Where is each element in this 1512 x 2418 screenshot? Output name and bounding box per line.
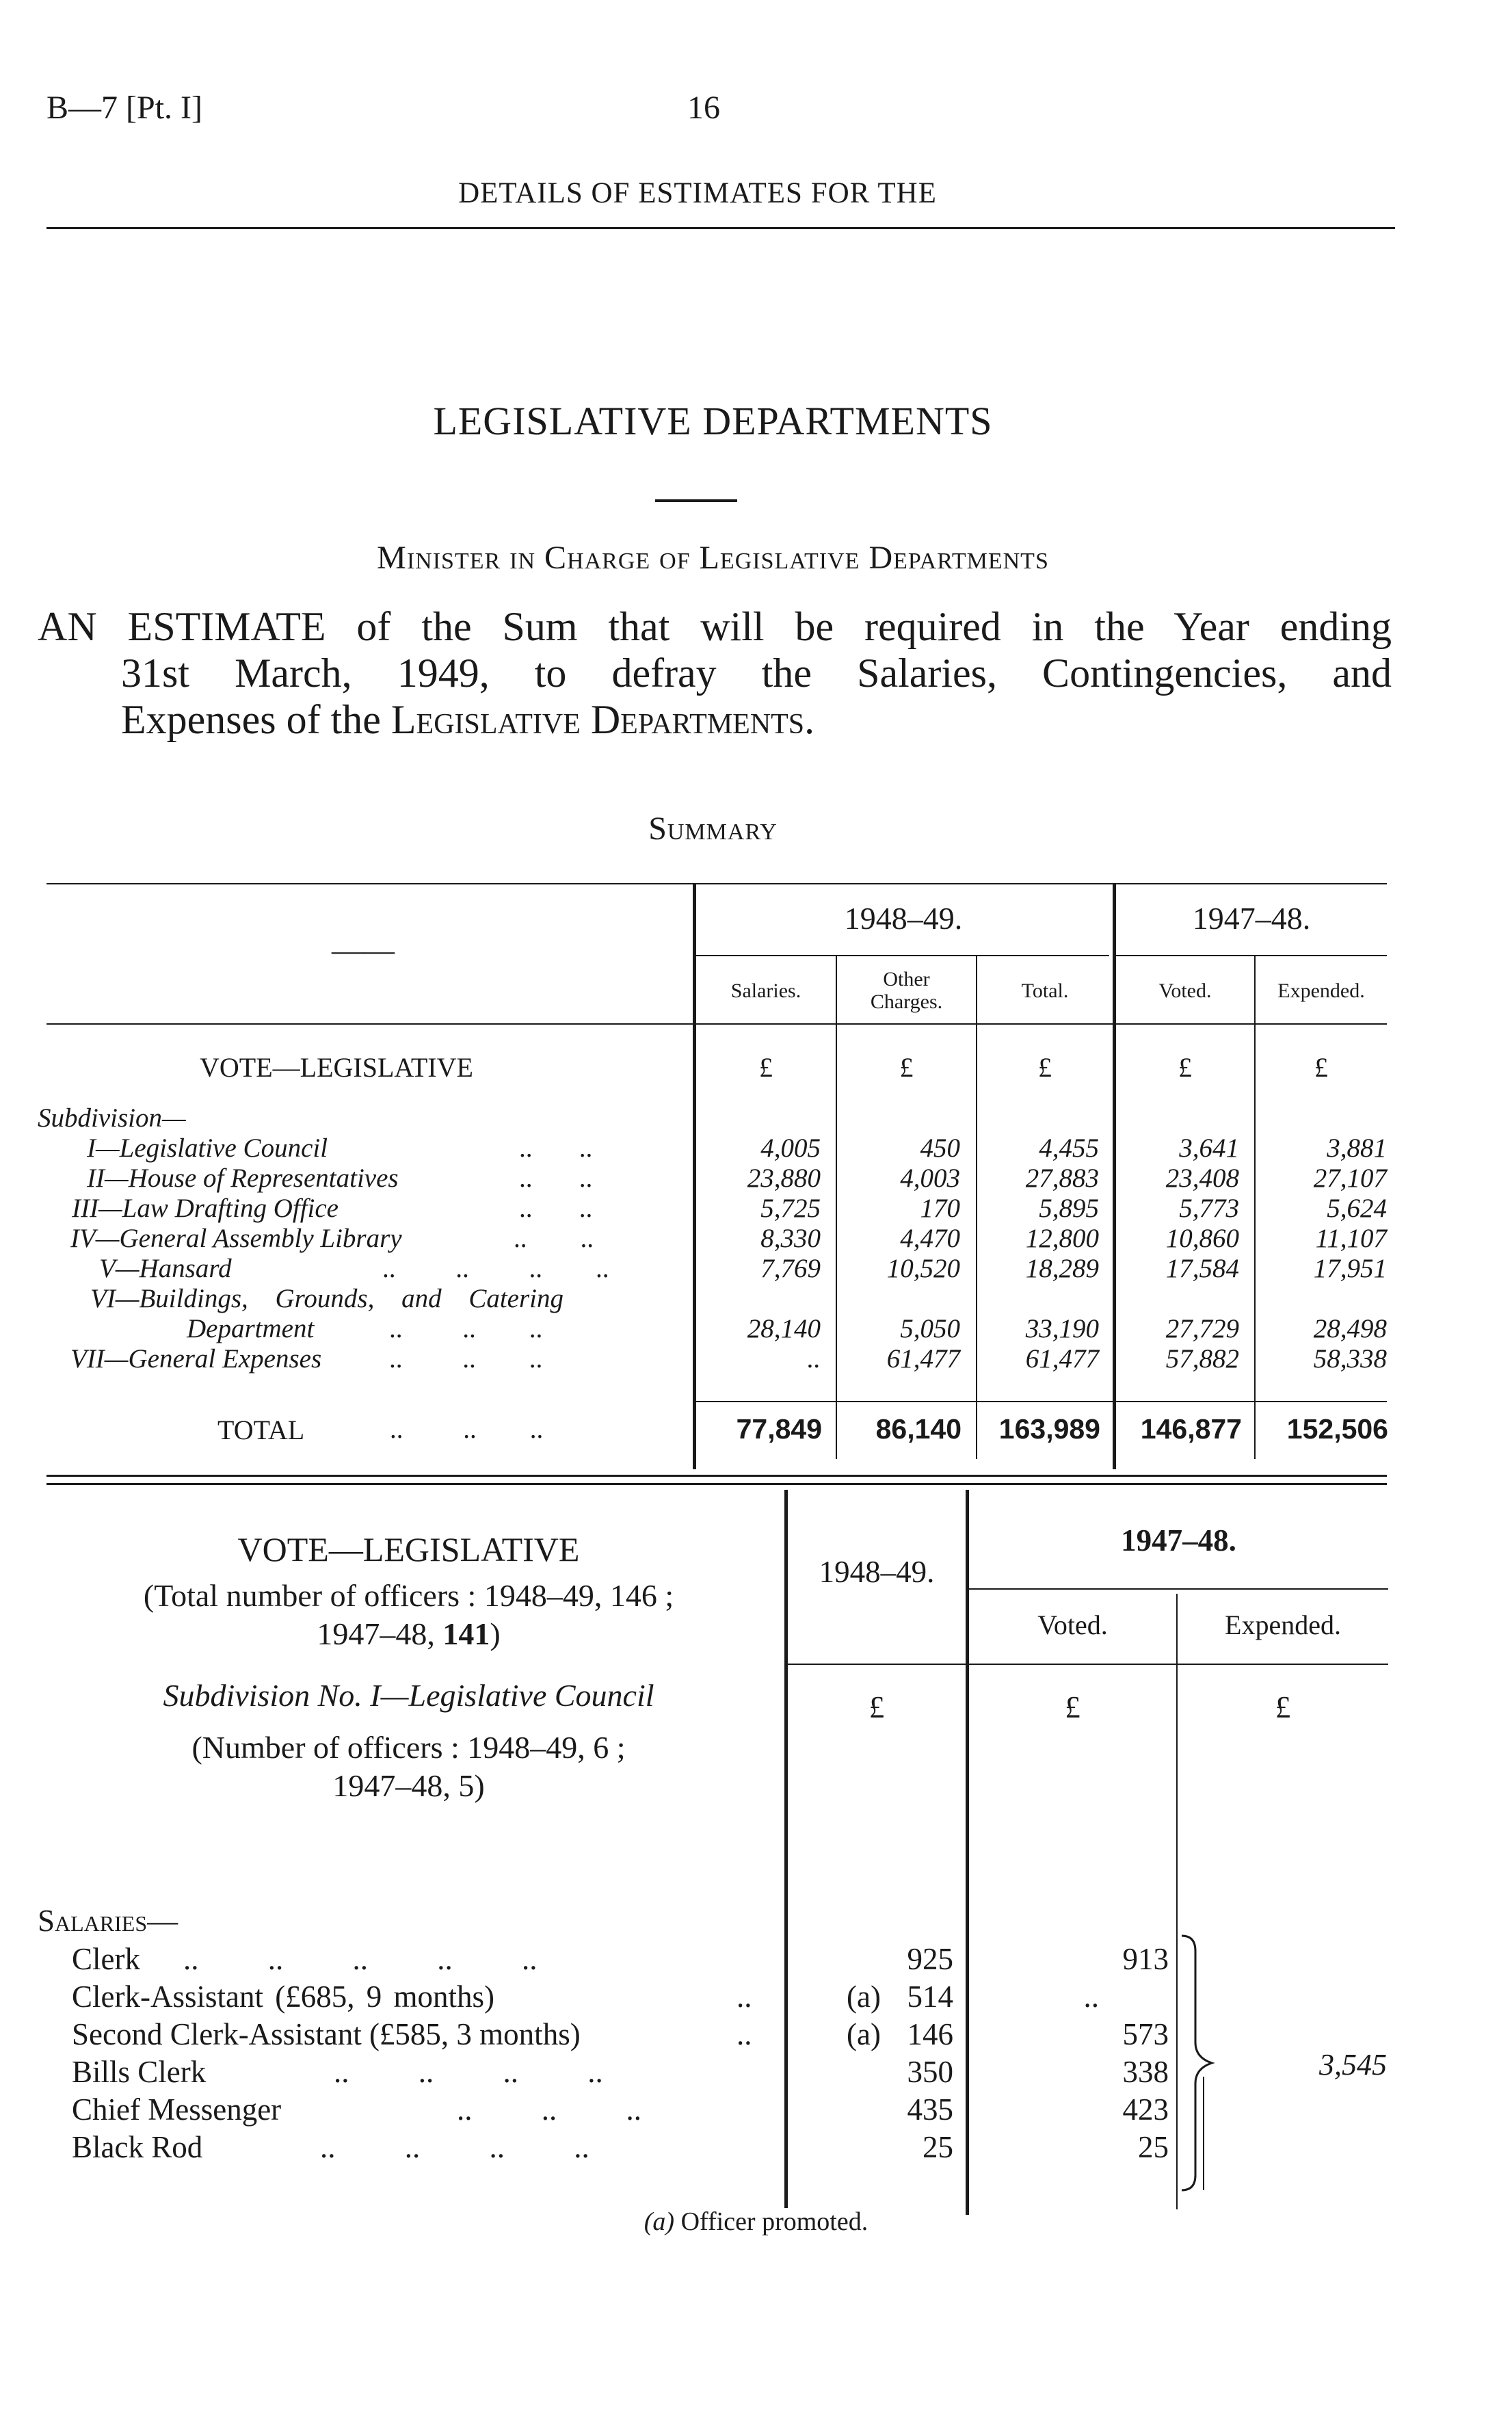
row-other: 10,520 — [886, 1254, 960, 1283]
row-voted: 10,860 — [1165, 1224, 1239, 1253]
summary-top-rule — [47, 883, 1387, 884]
row-other: 5,050 — [900, 1314, 960, 1343]
col-group-1947: 1947–48. — [1192, 901, 1311, 936]
salary-label: Clerk — [72, 1942, 140, 1976]
footnote — [0, 2207, 1512, 2237]
total-label: TOTAL — [217, 1415, 305, 1445]
row-voted: 23,408 — [1165, 1164, 1239, 1193]
row-other: 61,477 — [886, 1344, 960, 1374]
detail-sub-officers-line-2: 1947–48, 5) — [332, 1768, 485, 1803]
col-total: Total. — [1021, 980, 1069, 1002]
row-total: 5,895 — [1039, 1194, 1099, 1223]
row-leader-dots: .. .. .. .. — [383, 1254, 610, 1283]
total-salaries: 77,849 — [736, 1413, 822, 1445]
salary-1948: 350 — [907, 2055, 953, 2089]
estimate-line-2: 31st March, 1949, to defray the Salaries, Contingencies, and — [121, 651, 1392, 696]
salary-leader-dots: .. — [737, 2017, 752, 2051]
row-expended: 11,107 — [1315, 1224, 1387, 1253]
row-other: 170 — [920, 1194, 960, 1223]
row-total: 4,455 — [1039, 1133, 1099, 1163]
row-label-line-1: VI—Buildings, Grounds, and Catering — [90, 1284, 563, 1313]
salary-voted: .. — [1083, 1980, 1099, 2014]
col-group-1948: 1948–49. — [844, 901, 963, 936]
row-expended: 28,498 — [1313, 1314, 1387, 1343]
summary-bottom-rule-1 — [47, 1475, 1387, 1477]
salary-1948: 435 — [907, 2092, 953, 2127]
summary-group-rule-2 — [1115, 955, 1387, 956]
row-salaries: 7,769 — [760, 1254, 821, 1283]
col-expended: Expended. — [1277, 980, 1365, 1002]
salary-prefix: (a) — [847, 1980, 881, 2014]
row-label: II—House of Representatives — [87, 1164, 399, 1193]
row-label: IV—General Assembly Library — [70, 1224, 402, 1253]
detail-vrule-1 — [784, 1490, 788, 2208]
row-salaries: 5,725 — [760, 1194, 821, 1223]
salary-label: Second Clerk-Assistant (£585, 3 months) — [72, 2017, 581, 2051]
page-code: B—7 [Pt. I] — [47, 90, 202, 126]
salary-1948: 146 — [907, 2017, 953, 2051]
row-other: 450 — [920, 1133, 960, 1163]
row-label: I—Legislative Council — [87, 1133, 328, 1163]
salary-label: Bills Clerk — [72, 2055, 207, 2089]
salary-label: Black Rod — [72, 2130, 203, 2164]
detail-vote-label: VOTE—LEGISLATIVE — [237, 1530, 580, 1568]
row-voted: 17,584 — [1165, 1254, 1239, 1283]
salary-voted: 423 — [1122, 2092, 1169, 2127]
detail-col-voted: Voted. — [1037, 1609, 1108, 1640]
row-label: V—Hansard — [99, 1254, 232, 1283]
row-total: 27,883 — [1025, 1164, 1099, 1193]
col-other-line-1: Other — [883, 968, 930, 990]
summary-group-rule-1 — [694, 955, 1109, 956]
summary-total-rule — [694, 1401, 1387, 1402]
salary-leader-dots: .. — [737, 1980, 752, 2014]
detail-sub-officers-line-1: (Number of officers : 1948–49, 6 ; — [191, 1730, 626, 1765]
row-expended: 27,107 — [1313, 1164, 1387, 1193]
row-voted: 3,641 — [1179, 1133, 1239, 1163]
salary-label: Clerk-Assistant (£685, 9 months) — [72, 1980, 494, 2014]
row-salaries: 4,005 — [760, 1133, 821, 1163]
currency-total: £ — [1038, 1052, 1052, 1083]
officers-line-2-c: ) — [490, 1616, 501, 1651]
row-leader-dots: .. .. .. — [390, 1314, 544, 1343]
officers-line-2-b: 141 — [442, 1616, 490, 1651]
row-leader-dots: .. .. — [514, 1224, 594, 1253]
row-leader-dots: .. .. — [520, 1133, 594, 1163]
title-rule — [655, 499, 737, 502]
estimate-line-3 — [38, 696, 1392, 743]
total-leader-dots: .. .. .. — [390, 1415, 544, 1444]
page-title: LEGISLATIVE DEPARTMENTS — [433, 399, 993, 443]
salary-voted: 573 — [1122, 2017, 1169, 2051]
running-title: DETAILS OF ESTIMATES FOR THE — [458, 177, 937, 209]
estimate-line-3-b: Legislative Departments — [390, 697, 805, 742]
row-expended: 3,881 — [1327, 1133, 1387, 1163]
currency-salaries: £ — [759, 1052, 773, 1083]
row-total: 12,800 — [1025, 1224, 1099, 1253]
expended-total: 3,545 — [1319, 2048, 1387, 2081]
row-leader-dots: .. .. — [520, 1194, 594, 1223]
detail-group-rule — [969, 1588, 1388, 1590]
detail-officers-line-2 — [41, 1616, 776, 1652]
salary-leader-dots: .. .. .. — [457, 2092, 641, 2127]
row-leader-dots: .. .. .. — [390, 1344, 544, 1374]
total-total: 163,989 — [998, 1413, 1100, 1445]
row-expended: 17,951 — [1313, 1254, 1387, 1283]
row-voted: 57,882 — [1165, 1344, 1239, 1374]
summary-title: Summary — [648, 811, 778, 847]
salary-1948: 925 — [907, 1942, 953, 1976]
row-total: 61,477 — [1025, 1344, 1099, 1374]
row-voted: 27,729 — [1165, 1314, 1239, 1343]
row-salaries: 28,140 — [747, 1314, 821, 1343]
detail-currency-voted: £ — [1065, 1690, 1080, 1724]
summary-header-rule — [47, 1023, 1387, 1025]
salary-label: Chief Messenger — [72, 2092, 282, 2127]
col-other-charges — [837, 968, 976, 1013]
footnote-marker: (a) — [644, 2207, 675, 2236]
col-other-line-2: Charges. — [870, 990, 943, 1013]
salary-voted: 338 — [1122, 2055, 1169, 2089]
row-other: 4,470 — [900, 1224, 960, 1253]
total-voted: 146,877 — [1140, 1413, 1242, 1445]
salary-prefix: (a) — [847, 2017, 881, 2051]
salary-1948: 25 — [923, 2130, 953, 2164]
currency-voted: £ — [1178, 1052, 1192, 1083]
row-total: 18,289 — [1025, 1254, 1099, 1283]
detail-currency-1948: £ — [868, 1690, 885, 1724]
row-label: III—Law Drafting Office — [72, 1194, 339, 1223]
estimate-paragraph — [38, 603, 1392, 743]
row-voted: 5,773 — [1179, 1194, 1239, 1223]
currency-other: £ — [899, 1052, 914, 1083]
total-other: 86,140 — [875, 1413, 961, 1445]
detail-col-1947: 1947–48. — [1121, 1523, 1236, 1558]
estimate-line-3-c: . — [804, 697, 815, 742]
currency-expended: £ — [1314, 1052, 1328, 1083]
salary-voted: 913 — [1122, 1942, 1169, 1976]
salary-leader-dots: .. .. .. .. .. — [183, 1942, 538, 1976]
subdivision-label: Subdivision— — [38, 1103, 186, 1133]
row-salaries: .. — [807, 1344, 821, 1374]
row-total: 33,190 — [1025, 1314, 1099, 1343]
right-brace-icon — [1176, 1933, 1231, 2193]
detail-officers-line-1: (Total number of officers : 1948–49, 146 ; — [143, 1578, 674, 1613]
col-salaries: Salaries. — [730, 980, 801, 1002]
total-expended: 152,506 — [1286, 1413, 1388, 1445]
page-number: 16 — [687, 90, 720, 126]
detail-header-rule — [788, 1664, 1388, 1665]
salary-leader-dots: .. .. .. .. — [320, 2130, 589, 2164]
salary-voted: 25 — [1138, 2130, 1169, 2164]
header-dash: —— — [332, 932, 395, 967]
detail-subdivision: Subdivision No. I—Legislative Council — [163, 1678, 654, 1713]
estimate-line-1: AN ESTIMATE of the Sum that will be required in the Year ending — [38, 604, 1392, 649]
row-salaries: 23,880 — [747, 1164, 821, 1193]
salaries-heading: Salaries— — [38, 1904, 178, 1938]
detail-col-1948: 1948–49. — [819, 1555, 935, 1589]
detail-col-expended: Expended. — [1225, 1609, 1341, 1640]
row-label: VII—General Expenses — [70, 1344, 322, 1374]
detail-currency-expended: £ — [1275, 1690, 1291, 1724]
row-other: 4,003 — [900, 1164, 960, 1193]
summary-bottom-rule-2 — [47, 1483, 1387, 1485]
header-rule — [47, 227, 1395, 229]
row-salaries: 8,330 — [760, 1224, 821, 1253]
row-label: Department — [187, 1314, 315, 1343]
minister-heading: Minister in Charge of Legislative Departments — [377, 540, 1049, 576]
row-expended: 5,624 — [1327, 1194, 1387, 1223]
officers-line-2-a: 1947–48, — [317, 1616, 443, 1651]
row-expended: 58,338 — [1313, 1344, 1387, 1374]
summary-vote-label: VOTE—LEGISLATIVE — [200, 1052, 473, 1083]
salary-1948: 514 — [907, 1980, 953, 2014]
col-voted: Voted. — [1158, 980, 1212, 1002]
salary-leader-dots: .. .. .. .. — [334, 2055, 603, 2089]
estimate-line-3-a: Expenses of the — [121, 697, 391, 742]
row-leader-dots: .. .. — [520, 1164, 594, 1193]
footnote-text: Officer promoted. — [674, 2207, 868, 2236]
